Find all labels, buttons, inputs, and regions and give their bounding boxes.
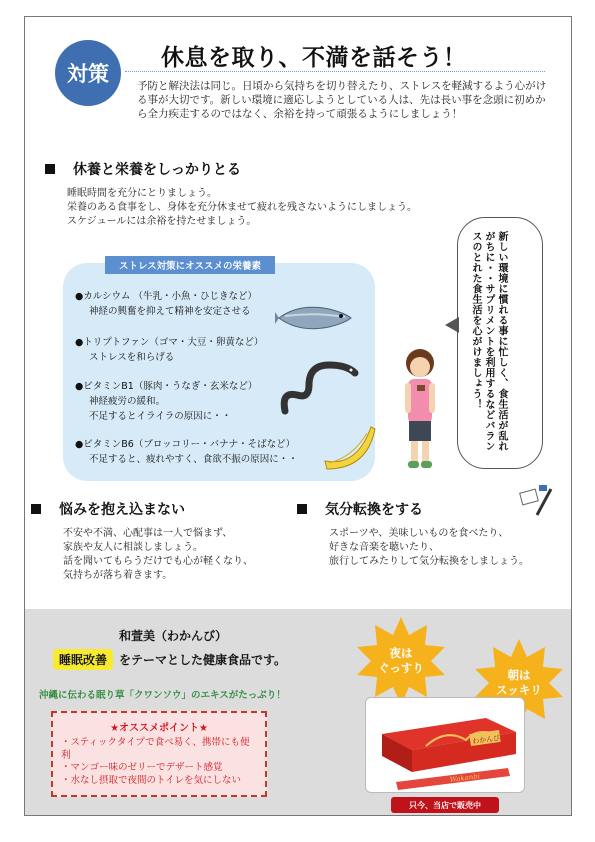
speech-bubble-text: 新しい環境に慣れる事に忙しく、食生活が乱れがちに・・サプリメントを利用するなどバランスのとれた食生活を心がけましょう！ <box>470 231 507 452</box>
flyer-frame <box>24 16 572 816</box>
woman-illustration <box>391 347 449 475</box>
section-heading-rest: 休養と栄養をしっかりとる <box>45 159 241 179</box>
nutrition-panel-title: ストレス対策にオススメの栄養素 <box>105 256 275 274</box>
product-tagline: 睡眠改善 をテーマとした健康食品です。 <box>53 649 286 670</box>
nutrient-item-calcium: ●カルシウム （牛乳・小魚・ひじきなど） 神経の興奮を抑えて精神を安定させる <box>75 291 257 317</box>
recommend-points-box: ★オススメポイント★ ・スティックタイプで食べ易く、携帯にも便 利 ・マンゴー味のゼリーでデザート感覚 ・水なし摂取で夜間のトイレを気にしない <box>51 711 267 797</box>
recommend-points-title: ★オススメポイント★ <box>110 723 208 734</box>
square-bullet-icon <box>31 504 41 514</box>
nutrient-item-vitamin-b6: ●ビタミンB6（ブロッコリー・バナナ・そばなど） 不足すると、疲れやすく、食欲不振の原因に・・ <box>75 439 298 465</box>
banana-icon <box>317 417 379 473</box>
section-heading-refresh: 気分転換をする <box>297 499 423 519</box>
title-underline <box>125 71 545 72</box>
product-package-drawing <box>366 698 526 794</box>
highlight-sleep-improvement: 睡眠改善 <box>53 649 113 670</box>
section-body-rest: 睡眠時間を充分にとりましょう。 栄養のある食事をし、身体を充分休ませて疲れを残さないようにしましょう。 スケジュールには余裕を持たせましょう。 <box>67 188 417 227</box>
stationery-icon <box>515 481 555 521</box>
fish-icon <box>275 301 359 335</box>
square-bullet-icon <box>297 504 307 514</box>
nutrient-item-tryptophan: ●トリプトファン（ゴマ・大豆・卵黄など） ストレスを和らげる <box>75 337 264 363</box>
product-name: 和萱美（わかんび） <box>119 629 228 643</box>
page-title: 休息を取り、不満を話そう！ <box>161 45 467 71</box>
burst-night: 夜は ぐっすり <box>355 615 447 707</box>
intro-paragraph: 予防と解決法は同じ。日頃から気持ちを切り替えたり、ストレスを軽減するよう心がける事が大切です。新しい環境に適応しようとしている人は、先は長い事を念頭に初めから全力疾走するのではなく、余裕を持って頑張るようにしましょう！ <box>137 80 547 120</box>
speech-bubble-tail <box>445 317 459 333</box>
nutrient-item-vitamin-b1: ●ビタミンB1（豚肉・うなぎ・玄米など） 神経疲労の緩和。 不足するとイライラの原因に・・ <box>75 381 258 422</box>
eel-icon <box>279 351 361 423</box>
countermeasure-badge: 対策 <box>55 40 121 106</box>
product-package-image <box>365 697 525 793</box>
sale-badge: 只今、当店で販売中 <box>391 797 499 813</box>
section-heading-worries: 悩みを抱え込まない <box>31 499 185 519</box>
section-body-worries: 不安や不満、心配事は一人で悩まず、 家族や友人に相談しましょう。 話を聞いてもらうだけでも心が軽くなり、 気持ちが落ち着きます。 <box>63 528 253 581</box>
square-bullet-icon <box>45 164 55 174</box>
package-label-text: わかんび <box>471 733 501 746</box>
burst-morning: 朝は スッキリ <box>473 637 565 729</box>
stick-label-text: Wakanbi <box>449 772 481 784</box>
section-body-refresh: スポーツや、美味しいものを食べたり、 好きな音楽を聴いたり、 旅行してみたりして気分転換をしましょう。 <box>329 528 529 567</box>
okinawa-note: 沖縄に伝わる眠り草「クワンソウ」のエキスがたっぷり！ <box>39 690 286 701</box>
